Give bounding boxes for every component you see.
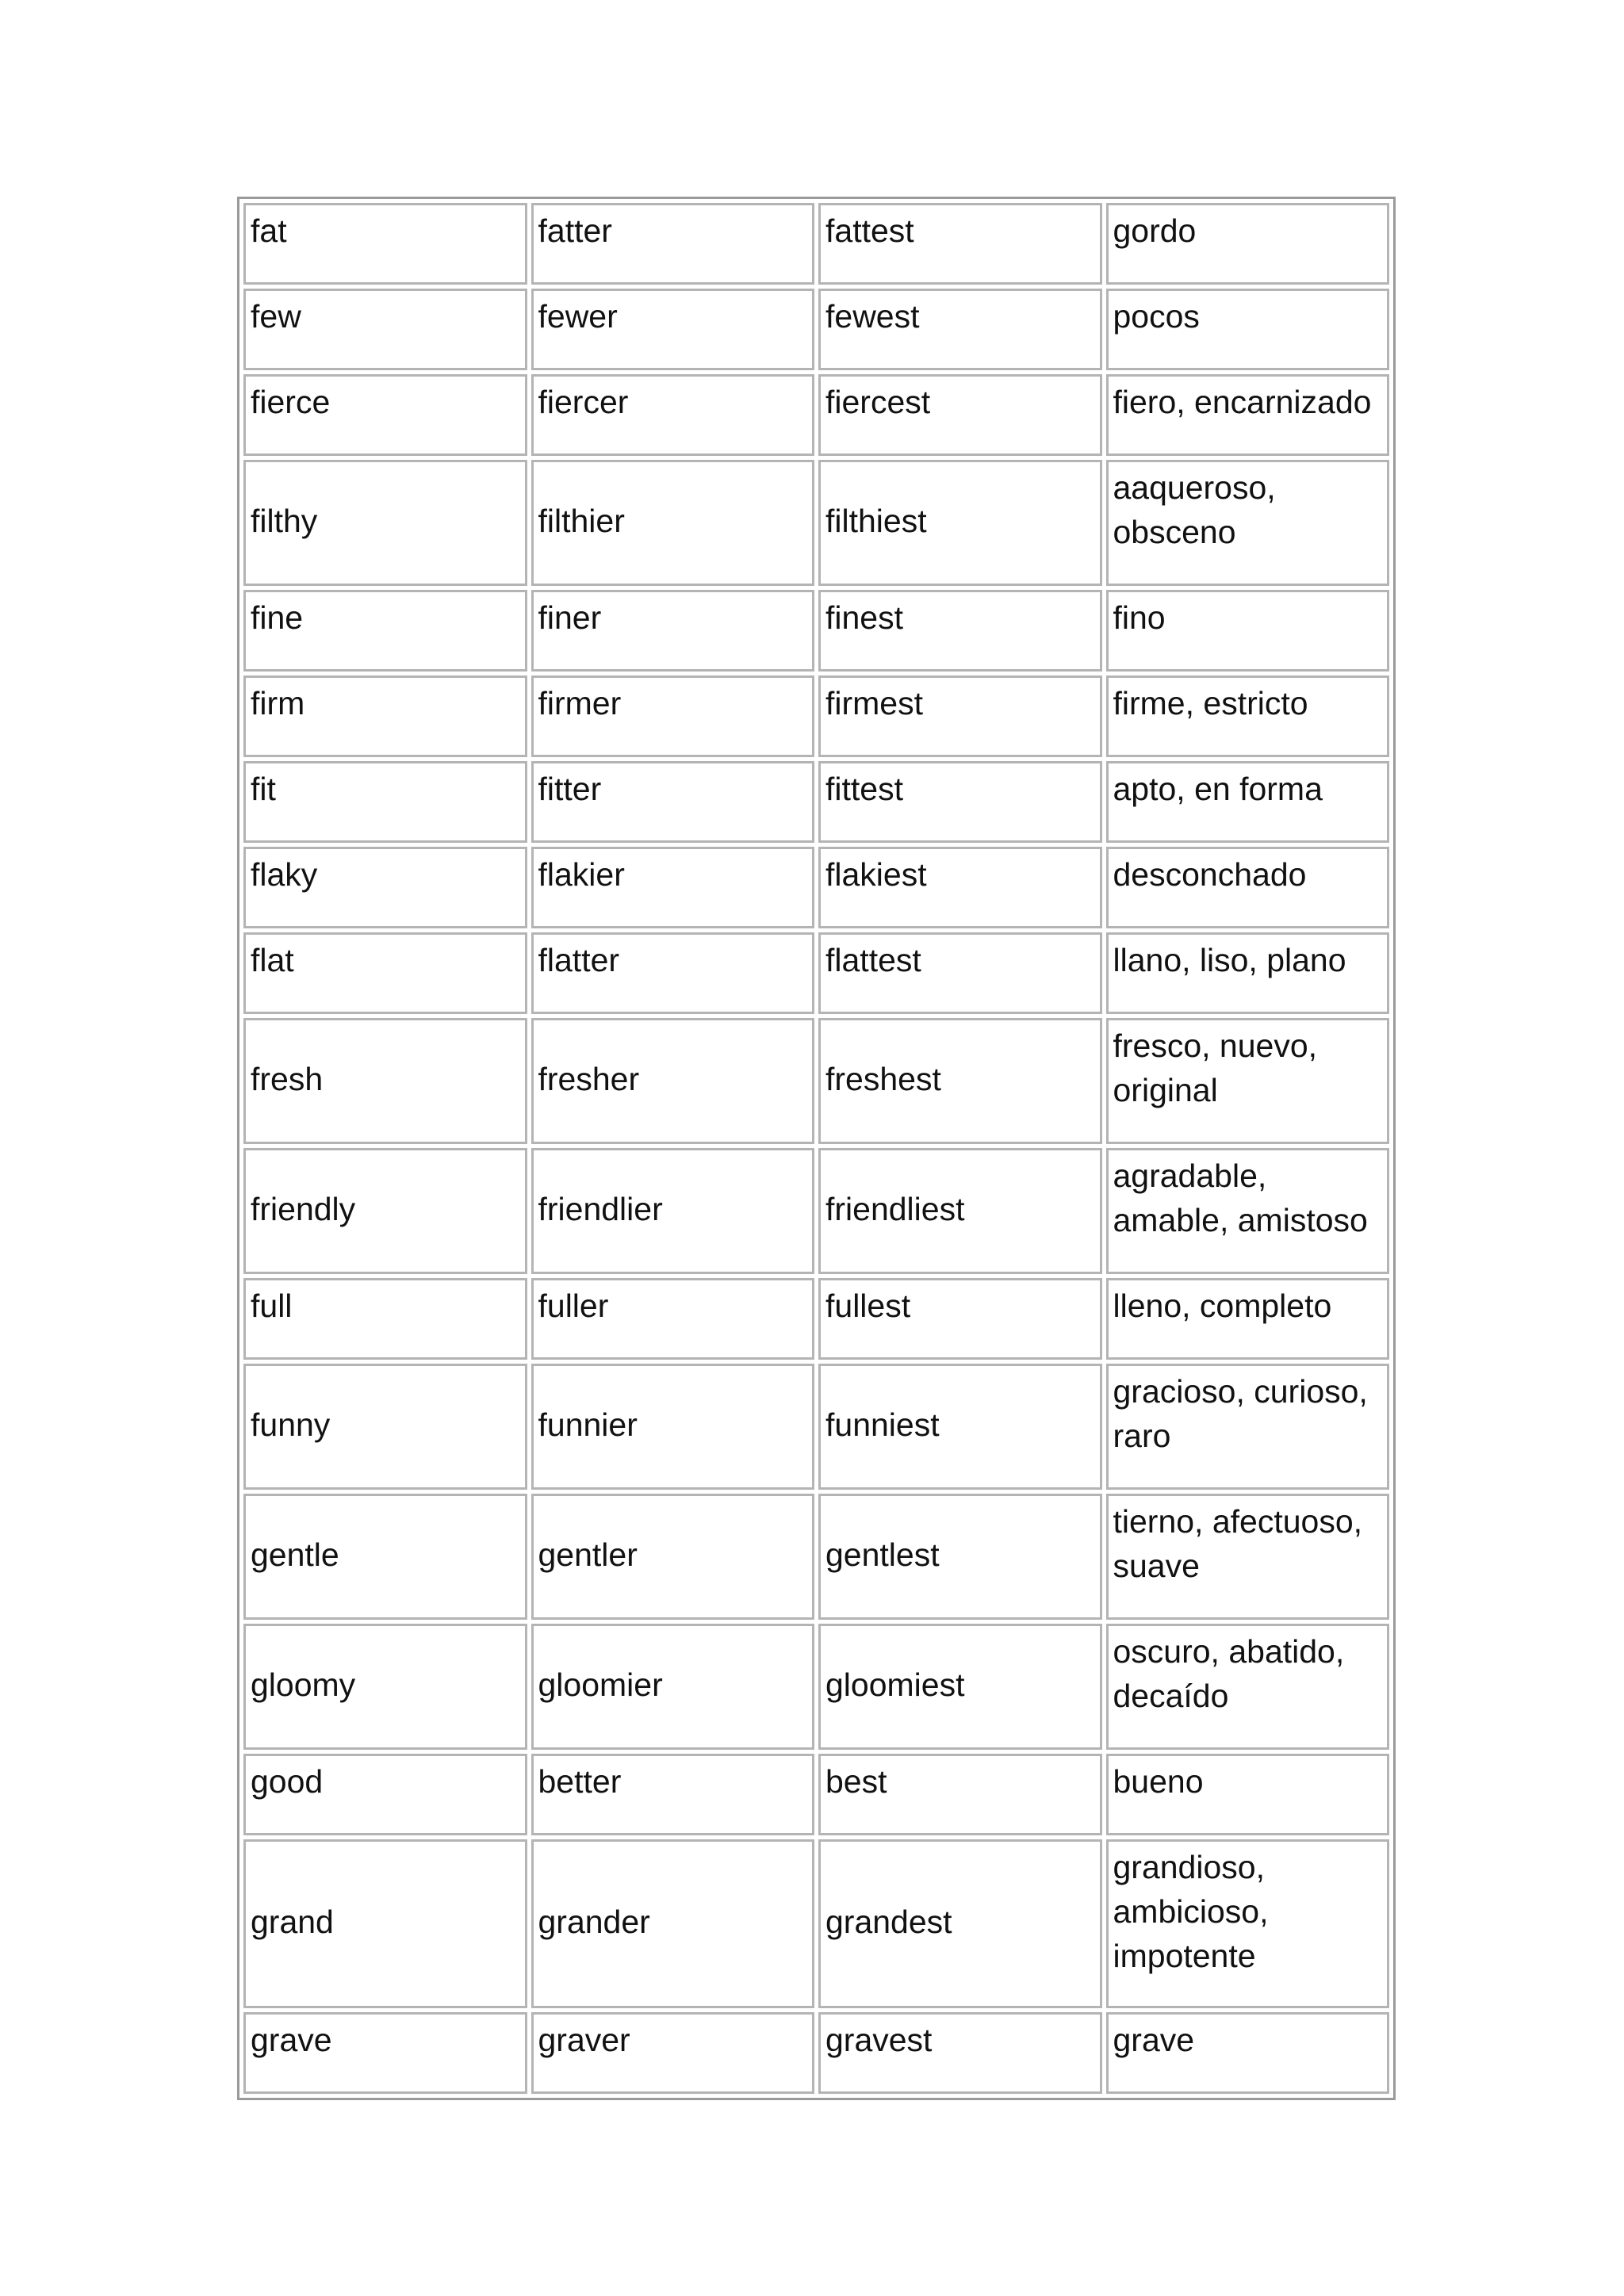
- superlative-cell: fewest: [818, 289, 1102, 370]
- comparative-cell: fiercer: [531, 374, 815, 456]
- translation-cell: agradable, amable, amistoso: [1106, 1148, 1390, 1274]
- adjective-cell: grave: [243, 2012, 527, 2094]
- table-row: [243, 1278, 1389, 1360]
- table-row: [243, 203, 1389, 285]
- translation-cell: grave: [1106, 2012, 1390, 2094]
- superlative-cell: gentlest: [818, 1494, 1102, 1620]
- table-row: [243, 1364, 1389, 1490]
- adjective-cell: gentle: [243, 1494, 527, 1620]
- translation-cell: oscuro, abatido, decaído: [1106, 1624, 1390, 1750]
- superlative-cell: filthiest: [818, 460, 1102, 586]
- adjective-cell: few: [243, 289, 527, 370]
- adjective-cell: filthy: [243, 460, 527, 586]
- superlative-cell: funniest: [818, 1364, 1102, 1490]
- superlative-cell: gravest: [818, 2012, 1102, 2094]
- translation-cell: llano, liso, plano: [1106, 932, 1390, 1014]
- superlative-cell: firmest: [818, 675, 1102, 757]
- table-row: [243, 1754, 1389, 1835]
- adjective-cell: grand: [243, 1839, 527, 2008]
- translation-cell: apto, en forma: [1106, 761, 1390, 843]
- translation-cell: aaqueroso, obsceno: [1106, 460, 1390, 586]
- table-body: [243, 203, 1389, 2094]
- comparative-cell: better: [531, 1754, 815, 1835]
- translation-cell: grandioso, ambicioso, impotente: [1106, 1839, 1390, 2008]
- adjective-cell: good: [243, 1754, 527, 1835]
- adjective-cell: friendly: [243, 1148, 527, 1274]
- table-row: [243, 1839, 1389, 2008]
- table-row: [243, 2012, 1389, 2094]
- translation-cell: bueno: [1106, 1754, 1390, 1835]
- translation-cell: fiero, encarnizado: [1106, 374, 1390, 456]
- comparative-cell: fatter: [531, 203, 815, 285]
- table-row: [243, 1018, 1389, 1144]
- translation-cell: fino: [1106, 590, 1390, 672]
- comparative-cell: funnier: [531, 1364, 815, 1490]
- comparative-cell: flakier: [531, 847, 815, 928]
- translation-cell: desconchado: [1106, 847, 1390, 928]
- table-row: [243, 932, 1389, 1014]
- adjective-cell: full: [243, 1278, 527, 1360]
- comparative-cell: flatter: [531, 932, 815, 1014]
- superlative-cell: fattest: [818, 203, 1102, 285]
- superlative-cell: freshest: [818, 1018, 1102, 1144]
- adjective-cell: gloomy: [243, 1624, 527, 1750]
- adjective-comparison-table: [237, 197, 1396, 2100]
- superlative-cell: grandest: [818, 1839, 1102, 2008]
- comparative-cell: fresher: [531, 1018, 815, 1144]
- adjective-cell: flat: [243, 932, 527, 1014]
- superlative-cell: flattest: [818, 932, 1102, 1014]
- adjective-cell: fierce: [243, 374, 527, 456]
- table-row: [243, 460, 1389, 586]
- superlative-cell: flakiest: [818, 847, 1102, 928]
- comparative-cell: firmer: [531, 675, 815, 757]
- comparative-cell: graver: [531, 2012, 815, 2094]
- superlative-cell: fiercest: [818, 374, 1102, 456]
- table-row: [243, 1148, 1389, 1274]
- table-row: [243, 847, 1389, 928]
- comparative-cell: gloomier: [531, 1624, 815, 1750]
- superlative-cell: fullest: [818, 1278, 1102, 1360]
- comparative-cell: finer: [531, 590, 815, 672]
- table-row: [243, 1494, 1389, 1620]
- table-row: [243, 675, 1389, 757]
- comparative-cell: friendlier: [531, 1148, 815, 1274]
- table-row: [243, 289, 1389, 370]
- table-row: [243, 374, 1389, 456]
- superlative-cell: fittest: [818, 761, 1102, 843]
- adjective-cell: fine: [243, 590, 527, 672]
- translation-cell: fresco, nuevo, original: [1106, 1018, 1390, 1144]
- superlative-cell: gloomiest: [818, 1624, 1102, 1750]
- table-row: [243, 1624, 1389, 1750]
- comparative-cell: grander: [531, 1839, 815, 2008]
- translation-cell: firme, estricto: [1106, 675, 1390, 757]
- translation-cell: tierno, afectuoso, suave: [1106, 1494, 1390, 1620]
- comparative-cell: gentler: [531, 1494, 815, 1620]
- translation-cell: gordo: [1106, 203, 1390, 285]
- table-row: [243, 761, 1389, 843]
- translation-cell: pocos: [1106, 289, 1390, 370]
- adjective-cell: funny: [243, 1364, 527, 1490]
- superlative-cell: best: [818, 1754, 1102, 1835]
- translation-cell: lleno, completo: [1106, 1278, 1390, 1360]
- translation-cell: gracioso, curioso, raro: [1106, 1364, 1390, 1490]
- table-row: [243, 590, 1389, 672]
- comparative-cell: fuller: [531, 1278, 815, 1360]
- superlative-cell: friendliest: [818, 1148, 1102, 1274]
- comparative-cell: filthier: [531, 460, 815, 586]
- adjective-cell: flaky: [243, 847, 527, 928]
- adjective-cell: fat: [243, 203, 527, 285]
- adjective-cell: fresh: [243, 1018, 527, 1144]
- comparative-cell: fewer: [531, 289, 815, 370]
- adjective-cell: fit: [243, 761, 527, 843]
- adjective-cell: firm: [243, 675, 527, 757]
- comparative-cell: fitter: [531, 761, 815, 843]
- superlative-cell: finest: [818, 590, 1102, 672]
